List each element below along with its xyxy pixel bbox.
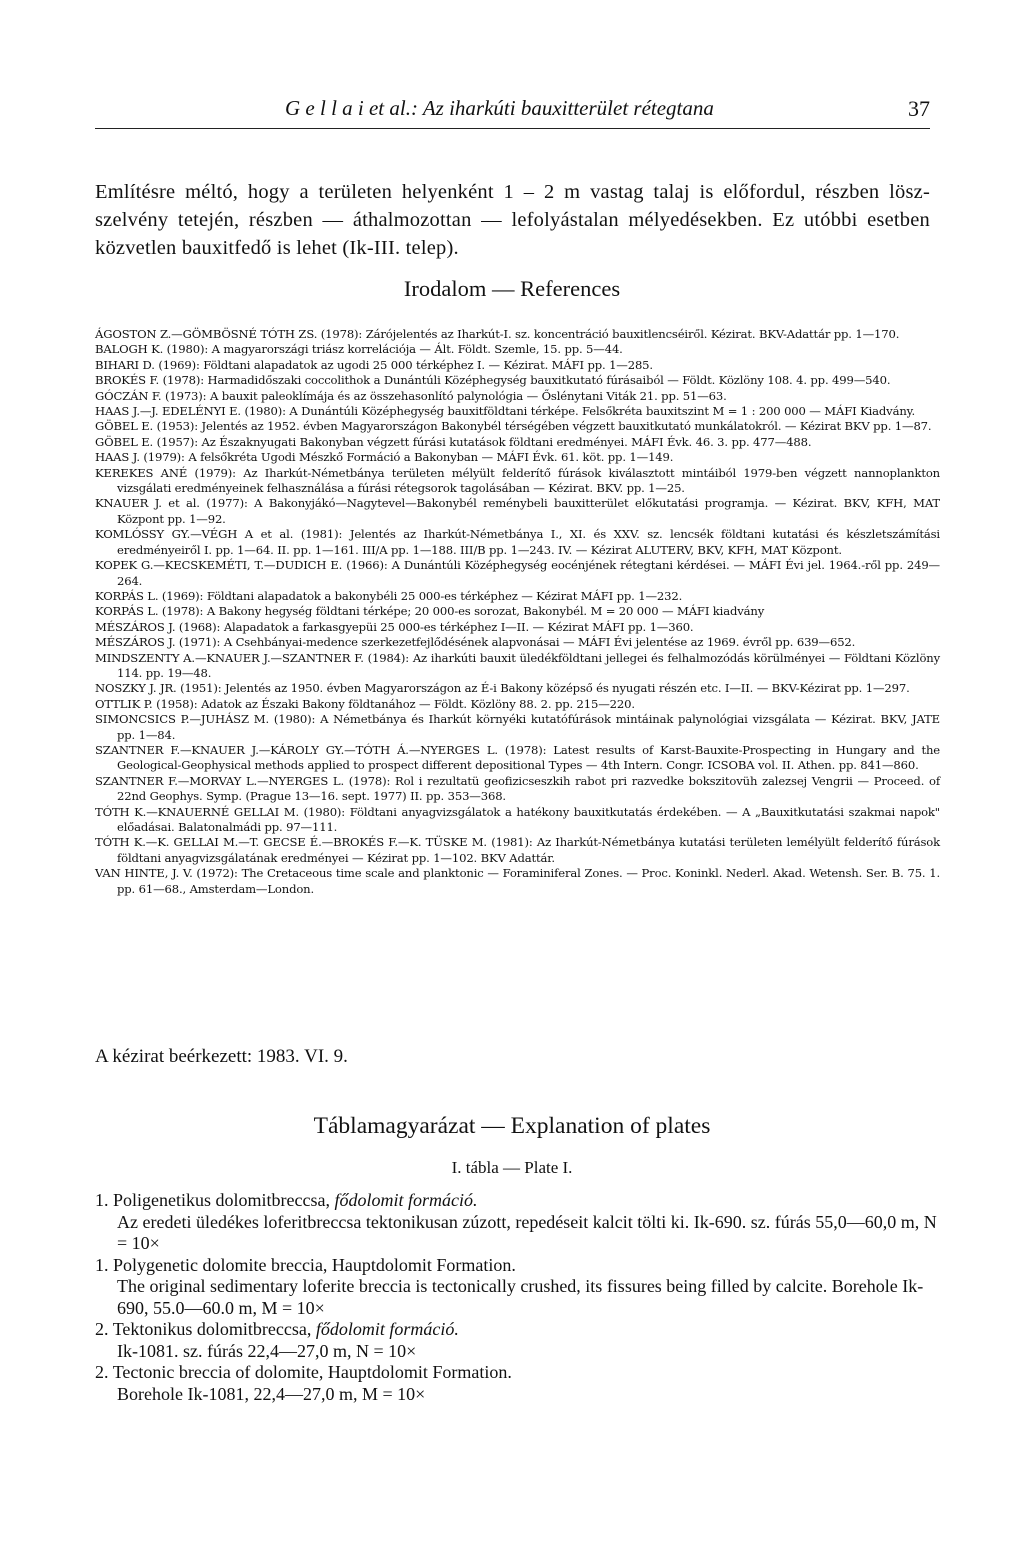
reference-item: BROKÉS F. (1978): Harmadidőszaki coccolithok a Dunántúli Középhegység bauxitkutató fúrásaiból — Földt. Közlöny 108. 4. pp. 499—540. — [95, 373, 891, 388]
reference-item: TÓTH K.—KNAUERNÉ GELLAI M. (1980): Földtani anyagvizsgálatok a hatékony bauxitkutatás érdekében. — A „Bauxitkutatási szakmai napok" előadásai. Balatonalmádi pp. 97—111. — [95, 804, 940, 834]
reference-item: BIHARI D. (1969): Földtani alapadatok az ugodi 25 000 térképhez I. — Kézirat. MÁFI pp. 1—285. — [95, 357, 653, 372]
references-list — [95, 327, 940, 897]
reference-item: SZANTNER F.—KNAUER J.—KÁROLY GY.—TÓTH Á.—NYERGES L. (1978): Latest results of Karst-Bauxite-Prospecting in Hungary and the Geological-Geophysical methods applied to prospect different depositional Types — 4th Intern. Congr. ICSOBA vol. II. Athen. pp. 841—860. — [95, 742, 940, 773]
reference-item: MÉSZÁROS J. (1971): A Csehbányai-medence szerkezetfejlődésének alapvonásai — MÁFI Évi jelentése az 1969. évről pp. 639—652. — [95, 635, 856, 650]
reference-item: GÓCZÁN F. (1973): A bauxit paleoklímája és az összehasonlító palynológia — Őslénytani Viták 21. pp. 51—63. — [95, 388, 727, 403]
plate-item-description: Ik-1081. sz. fúrás 22,4—27,0 m, N = 10× — [117, 1340, 417, 1361]
received-note: A kézirat beérkezett: 1983. VI. 9. — [95, 1046, 348, 1067]
reference-item: MÉSZÁROS J. (1968): Alapadatok a farkasgyepüi 25 000-es térképhez I—II. — Kézirat MÁFI pp. 1—360. — [95, 619, 694, 634]
reference-item: KOMLÓSSY GY.—VÉGH A et al. (1981): Jelentés az Iharkút-Németbánya I., XI. és XXV. sz. lencsék földtani kutatási és készletszámítási eredményeiről I. pp. 1—64. II. pp. 1—161. III/A pp. 1—188. III/B pp. 1—243. IV. — Kézirat ALUTERV, BKV, KFH, MAT Központ. — [95, 527, 940, 557]
plate-item-title — [95, 1362, 945, 1384]
plate-item-number: 2. — [95, 1319, 113, 1339]
reference-item: GÖBEL E. (1957): Az Északnyugati Bakonyban végzett fúrási kutatások földtani eredményei. MÁFI Évk. 46. 3. pp. 477—488. — [95, 434, 812, 449]
reference-item: KORPÁS L. (1978): A Bakony hegység földtani térképe; 20 000-es sorozat, Bakonybél. M = 20 000 — MÁFI kiadvány — [95, 604, 765, 619]
plate-item-number: 1. — [95, 1190, 113, 1210]
plate-item-title-italic: fődolomit formáció. — [315, 1319, 459, 1339]
reference-item: SIMONCSICS P.—JUHÁSZ M. (1980): A Németbánya és Iharkút környéki kutatófúrások mintáinak palynológiai vizsgálata — Kézirat. BKV, JATE pp. 1—84. — [95, 712, 940, 742]
reference-item: HAAS J.—J. EDELÉNYI E. (1980): A Dunántúli Középhegység bauxitföldtani térképe. Felsőkréta bauxitszint M = 1 : 200 000 — MÁFI Kiadvány. — [95, 404, 916, 419]
plate-item-description: The original sedimentary loferite breccia is tectonically crushed, its fissures being filled by calcite. Borehole Ik-690, 55.0—60.0 m, M = 10× — [117, 1276, 924, 1318]
plates-heading: Táblamagyarázat — Explanation of plates — [313, 1113, 711, 1139]
reference-item: OTTLIK P. (1958): Adatok az Északi Bakony földtanához — Földt. Közlöny 88. 2. pp. 215—220. — [95, 696, 635, 711]
reference-item: KEREKES ANÉ (1979): Az Iharkút-Németbánya területen mélyült felderítő fúrások kiválasztott mintáiból 1979-ben végzett nannoplankton vizsgálati eredményeinek felhasználása a fúrási rétegsorok tagolásában — Kézirat. BKV. pp. 1—25. — [95, 465, 940, 496]
reference-item: KORPÁS L. (1969): Földtani alapadatok a bakonybéli 25 000-es térképhez — Kézirat MÁFI pp. 1—232. — [95, 588, 683, 603]
intro-paragraph: Említésre méltó, hogy a területen helyenként 1 – 2 m vastag talaj is előfordul, részben lösz-szelvény tetején, részben — áthalmozottan — lefolyástalan mélyedésekben. Ez utóbbi esetben közvetlen bauxitfedő is lehet (Ik-III. telep). — [95, 180, 930, 259]
running-title: G e l l a i et al.: Az iharkúti bauxitterület rétegtana — [285, 96, 714, 120]
reference-item: BALOGH K. (1980): A magyarországi triász korrelációja — Ált. Földt. Szemle, 15. pp. 5—44. — [95, 342, 623, 357]
plate-item — [95, 1362, 945, 1405]
plate-item-title — [95, 1319, 945, 1341]
plate-item-title-text: Tektonikus dolomitbreccsa, — [112, 1319, 316, 1339]
plate-item-title — [95, 1255, 945, 1277]
plate-item-title — [95, 1190, 945, 1212]
references-heading: Irodalom — References — [403, 276, 621, 301]
reference-item: GÖBEL E. (1953): Jelentés az 1952. évben Magyarországon Bakonybél térségében végzett bauxitkutató munkálatokról. — Kézirat BKV pp. 1—87. — [95, 419, 932, 434]
plate-item-number: 2. — [95, 1362, 113, 1382]
plate-item-title-text: Tectonic breccia of dolomite, Hauptdolomit Formation. — [112, 1362, 512, 1382]
reference-item: KNAUER J. et al. (1977): A Bakonyjákó—Nagytevel—Bakonybél reménybeli bauxitterület előkutatási programja. — Kézirat. BKV, KFH, MAT Központ pp. 1—92. — [95, 496, 940, 526]
plate-item-title-text: Poligenetikus dolomitbreccsa, — [113, 1190, 335, 1210]
plate-item-title-italic: fődolomit formáció. — [334, 1190, 478, 1210]
plate-item-description: Borehole Ik-1081, 22,4—27,0 m, M = 10× — [117, 1383, 426, 1404]
reference-item: VAN HINTE, J. V. (1972): The Cretaceous time scale and planktonic — Foraminiferal Zones. — Proc. Koninkl. Nederl. Akad. Wetensh. Ser. B. 75. 1. pp. 61—68., Amsterdam—London. — [95, 866, 940, 896]
reference-item: MINDSZENTY A.—KNAUER J.—SZANTNER F. (1984): Az iharkúti bauxit üledékföldtani jellegei és felhalmozódás körülményei — Földtani Közlöny 114. pp. 19—48. — [95, 650, 940, 680]
plate-item — [95, 1319, 945, 1362]
reference-item: NOSZKY J. JR. (1951): Jelentés az 1950. évben Magyarországon az É-i Bakony középső és nyugati részén etc. I—II. — BKV-Kézirat pp. 1—297. — [95, 681, 910, 696]
running-head — [95, 96, 930, 129]
reference-item: SZANTNER F.—MORVAY L.—NYERGES L. (1978): Rol i rezultatü geofizicseszkih rabot pri razvedke bokszitovüh zalezsej Vengrii — Proceed. of 22nd Geophys. Symp. (Prague 13—16. sept. 1977) II. pp. 353—368. — [95, 773, 940, 804]
page-number: 37 — [908, 96, 930, 121]
plate-item-description: Az eredeti üledékes loferitbreccsa tektonikusan zúzott, repedéseit kalcit tölti ki. Ik-690. sz. fúrás 55,0—60,0 m, N = 10× — [117, 1211, 937, 1253]
reference-item: ÁGOSTON Z.—GÖMBÖSNÉ TÓTH ZS. (1978): Zárójelentés az Iharkút-I. sz. koncentráció bauxitlencséiről. Kézirat. BKV-Adattár pp. 1—170. — [95, 327, 900, 341]
plate-explanations — [95, 1190, 945, 1405]
plate-item-title-text: Polygenetic dolomite breccia, Hauptdolomit Formation. — [113, 1254, 516, 1275]
reference-item: TÓTH K.—K. GELLAI M.—T. GECSE É.—BROKÉS F.—K. TÜSKE M. (1981): Az Iharkút-Németbánya kutatási területen lemélyült felderítő fúrások földtani anyagvizsgálatának eredményei — Kézirat pp. 1—102. BKV Adattár. — [95, 835, 940, 865]
plate-subheading: I. tábla — Plate I. — [451, 1158, 573, 1177]
plate-item — [95, 1190, 945, 1255]
plate-item — [95, 1255, 945, 1320]
plate-item-number: 1. — [95, 1254, 113, 1275]
reference-item: KOPEK G.—KECSKEMÉTI, T.—DUDICH E. (1966): A Dunántúli Középhegység eocénjének rétegtani kérdései. — MÁFI Évi jel. 1964.-ről pp. 249—264. — [95, 558, 940, 588]
reference-item: HAAS J. (1979): A felsőkréta Ugodi Mészkő Formáció a Bakonyban — MÁFI Évk. 61. köt. pp. 1—149. — [95, 450, 674, 465]
